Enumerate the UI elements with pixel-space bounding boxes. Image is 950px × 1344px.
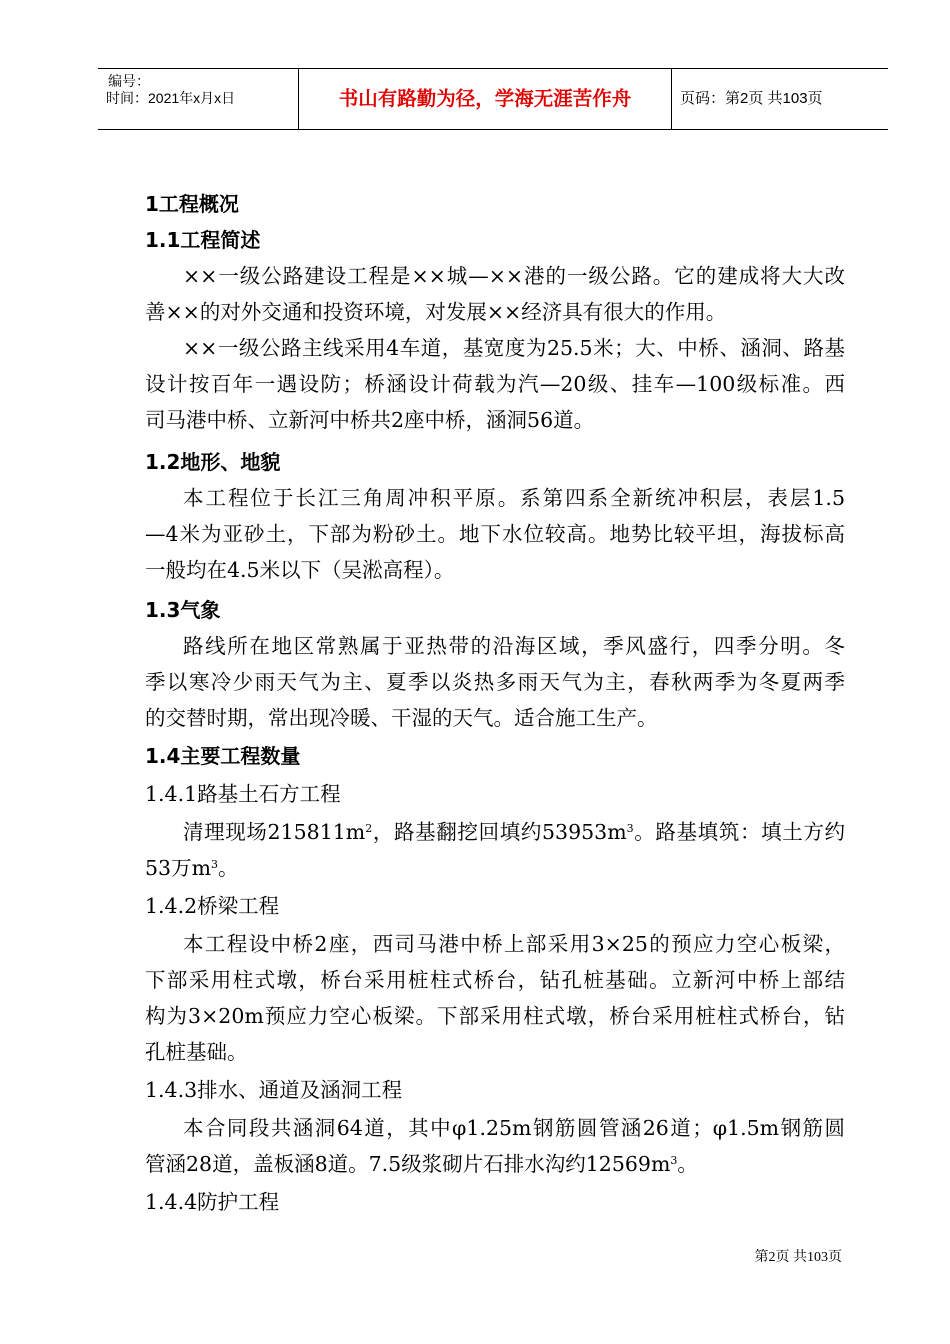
section-heading-1: 1工程概况 xyxy=(145,192,239,216)
paragraph-line: ××一级公路建设工程是××城—××港的一级公路。它的建成将大大改 xyxy=(183,264,845,288)
superscript: 3 xyxy=(670,1154,678,1167)
page-footer: 第2页 共103页 xyxy=(754,1250,842,1265)
text-run: ，路基翻挖回填约53953m xyxy=(372,820,627,844)
paragraph-line: 善××的对外交通和投资环境，对发展××经济具有很大的作用。 xyxy=(145,300,727,324)
paragraph-line: 司马港中桥、立新河中桥共2座中桥，涵洞56道。 xyxy=(145,408,595,432)
superscript: 3 xyxy=(626,822,634,835)
text-run: 。 xyxy=(218,856,239,880)
text-run: 。路基填筑：填土方约 xyxy=(633,820,846,844)
subsection-heading-1-4-4: 1.4.4防护工程 xyxy=(145,1190,280,1214)
paragraph-line: 一般均在4.5米以下（吴淞高程）。 xyxy=(145,558,455,582)
section-heading-1-2: 1.2地形、地貌 xyxy=(145,450,281,474)
paragraph-line: 路线所在地区常熟属于亚热带的沿海区域，季风盛行，四季分明。冬 xyxy=(183,634,845,658)
section-heading-1-4: 1.4主要工程数量 xyxy=(145,744,301,768)
time-label: 时间：2021年x月x日 xyxy=(106,90,236,106)
paragraph-line: 构为3×20m预应力空心板梁。下部采用柱式墩，桥台采用桩柱式桥台，钻 xyxy=(145,1004,845,1028)
paragraph-line: —4米为亚砂土，下部为粉砂土。地下水位较高。地势比较平坦，海拔标高 xyxy=(145,522,845,546)
subsection-heading-1-4-2: 1.4.2桥梁工程 xyxy=(145,894,280,918)
text-run: 管涵28道，盖板涵8道。7.5级浆砌片石排水沟约12569m xyxy=(145,1152,671,1176)
section-heading-1-1: 1.1工程简述 xyxy=(145,228,261,252)
header-info-cell xyxy=(98,69,299,129)
paragraph-line xyxy=(145,850,239,886)
paragraph-line xyxy=(183,814,845,850)
paragraph-line: 下部采用柱式墩，桥台采用桩柱式桥台，钻孔桩基础。立新河中桥上部结 xyxy=(145,968,845,992)
paragraph-line xyxy=(145,1146,698,1182)
superscript: 2 xyxy=(365,822,373,835)
section-heading-1-3: 1.3气象 xyxy=(145,598,221,622)
paragraph-line: 季以寒冷少雨天气为主、夏季以炎热多雨天气为主，春秋两季为冬夏两季 xyxy=(145,670,845,694)
paragraph-line: 本工程设中桥2座，西司马港中桥上部采用3×25的预应力空心板梁， xyxy=(183,932,845,956)
paragraph-line: ××一级公路主线采用4车道，基宽度为25.5米；大、中桥、涵洞、路基 xyxy=(183,336,845,360)
text-run: 。 xyxy=(677,1152,698,1176)
paragraph-line: 设计按百年一遇设防；桥涵设计荷载为汽—20级、挂车—100级标准。西 xyxy=(145,372,845,396)
header-motto: 书山有路勤为径，学海无涯苦作舟 xyxy=(299,69,672,129)
subsection-heading-1-4-1: 1.4.1路基土石方工程 xyxy=(145,782,341,806)
text-run: 清理现场215811m xyxy=(183,820,366,844)
subsection-heading-1-4-3: 1.4.3排水、通道及涵洞工程 xyxy=(145,1078,403,1102)
header-page-info: 页码：第2页 共103页 xyxy=(680,90,823,107)
superscript: 3 xyxy=(211,858,219,871)
paragraph-line: 本工程位于长江三角周冲积平原。系第四系全新统冲积层，表层1.5 xyxy=(183,486,845,510)
paragraph-line: 的交替时期，常出现冷暖、干湿的天气。适合施工生产。 xyxy=(145,706,658,730)
paragraph-line: 本合同段共涵洞64道，其中φ1.25m钢筋圆管涵26道；φ1.5m钢筋圆 xyxy=(183,1116,845,1140)
text-run: 53万m xyxy=(145,856,212,880)
page-header xyxy=(98,68,888,130)
code-label: 编号： xyxy=(108,73,150,89)
paragraph-line: 孔桩基础。 xyxy=(145,1040,248,1064)
